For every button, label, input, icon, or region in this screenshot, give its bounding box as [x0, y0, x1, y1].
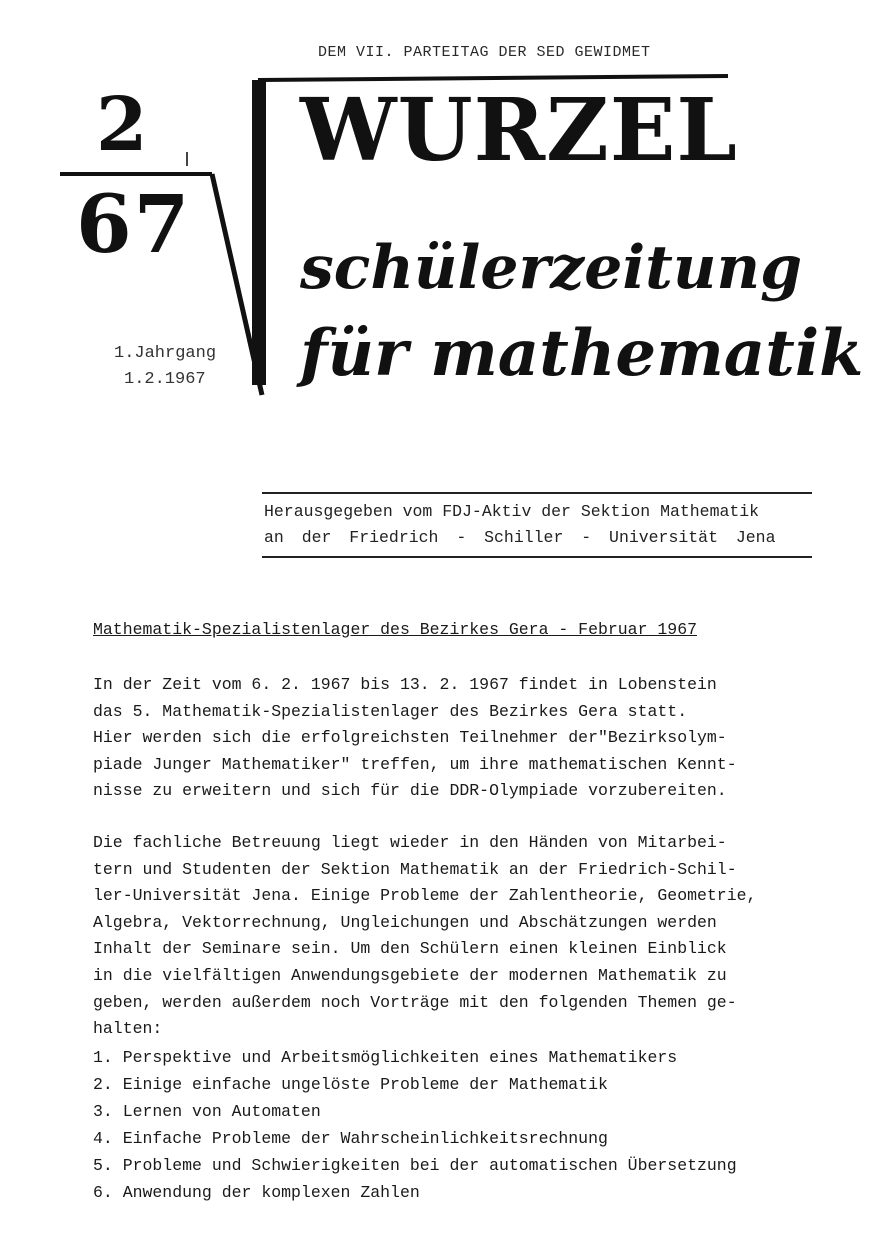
magazine-title: WURZEL — [300, 80, 738, 181]
list-item: 5. Probleme und Schwierigkeiten bei der automatischen Übersetzung — [93, 1156, 737, 1175]
article-heading: Mathematik-Spezialistenlager des Bezirkes Gera - Februar 1967 — [93, 620, 697, 639]
article-paragraph-1 — [93, 672, 833, 805]
issue-year: 67 — [76, 177, 192, 271]
paragraph-line: piade Junger Mathematiker" treffen, um ihre mathematischen Kennt- — [93, 754, 737, 774]
paragraph-line: geben, werden außerdem noch Vorträge mit den folgenden Themen ge- — [93, 992, 737, 1012]
subtitle-line-1: schülerzeitung — [300, 233, 803, 303]
paragraph-line: in die vielfältigen Anwendungsgebiete der modernen Mathematik zu — [93, 965, 727, 985]
paragraph-line: In der Zeit vom 6. 2. 1967 bis 13. 2. 1967 findet in Lobenstein — [93, 675, 717, 694]
paragraph-line: ler-Universität Jena. Einige Probleme der Zahlentheorie, Geometrie, — [93, 886, 757, 906]
issue-number: 2 — [96, 82, 148, 168]
paragraph-line: Inhalt der Seminare sein. Um den Schülern einen kleinen Einblick — [93, 939, 727, 959]
list-item: 6. Anwendung der komplexen Zahlen — [93, 1183, 420, 1202]
publisher-line-2: an der Friedrich - Schiller - Universität Jena — [264, 528, 776, 547]
paragraph-line: nisse zu erweitern und sich für die DDR-Olympiade vorzubereiten. — [93, 781, 727, 801]
list-item: 4. Einfache Probleme der Wahrscheinlichkeitsrechnung — [93, 1129, 608, 1148]
issue-number-mark — [186, 152, 188, 166]
paragraph-line: tern und Studenten der Sektion Mathematik an der Friedrich-Schil- — [93, 859, 737, 879]
list-item: 3. Lernen von Automaten — [93, 1102, 321, 1121]
publisher-rule-bottom — [262, 556, 812, 558]
paragraph-line: Hier werden sich die erfolgreichsten Teilnehmer der"Bezirksolym- — [93, 728, 727, 748]
lecture-topic-list — [93, 1044, 737, 1206]
paragraph-line: das 5. Mathematik-Spezialistenlager des Bezirkes Gera statt. — [93, 701, 688, 721]
publisher-rule-top — [262, 492, 812, 494]
volume-label: 1.Jahrgang — [114, 344, 217, 363]
publisher-line-1: Herausgegeben vom FDJ-Aktiv der Sektion Mathematik — [264, 502, 760, 521]
list-item: 1. Perspektive und Arbeitsmöglichkeiten eines Mathematikers — [93, 1048, 678, 1067]
paragraph-line: Die fachliche Betreuung liegt wieder in den Händen von Mitarbei- — [93, 833, 727, 852]
paragraph-line: Algebra, Vektorrechnung, Ungleichungen und Abschätzungen werden — [93, 912, 717, 932]
list-item: 2. Einige einfache ungelöste Probleme der Mathematik — [93, 1075, 608, 1094]
paragraph-line: halten: — [93, 1019, 163, 1039]
dedication-line: DEM VII. PARTEITAG DER SED GEWIDMET — [318, 44, 651, 61]
article-paragraph-2 — [93, 830, 833, 1043]
issue-date: 1.2.1967 — [124, 370, 206, 389]
subtitle-line-2: für mathematik — [300, 316, 864, 391]
